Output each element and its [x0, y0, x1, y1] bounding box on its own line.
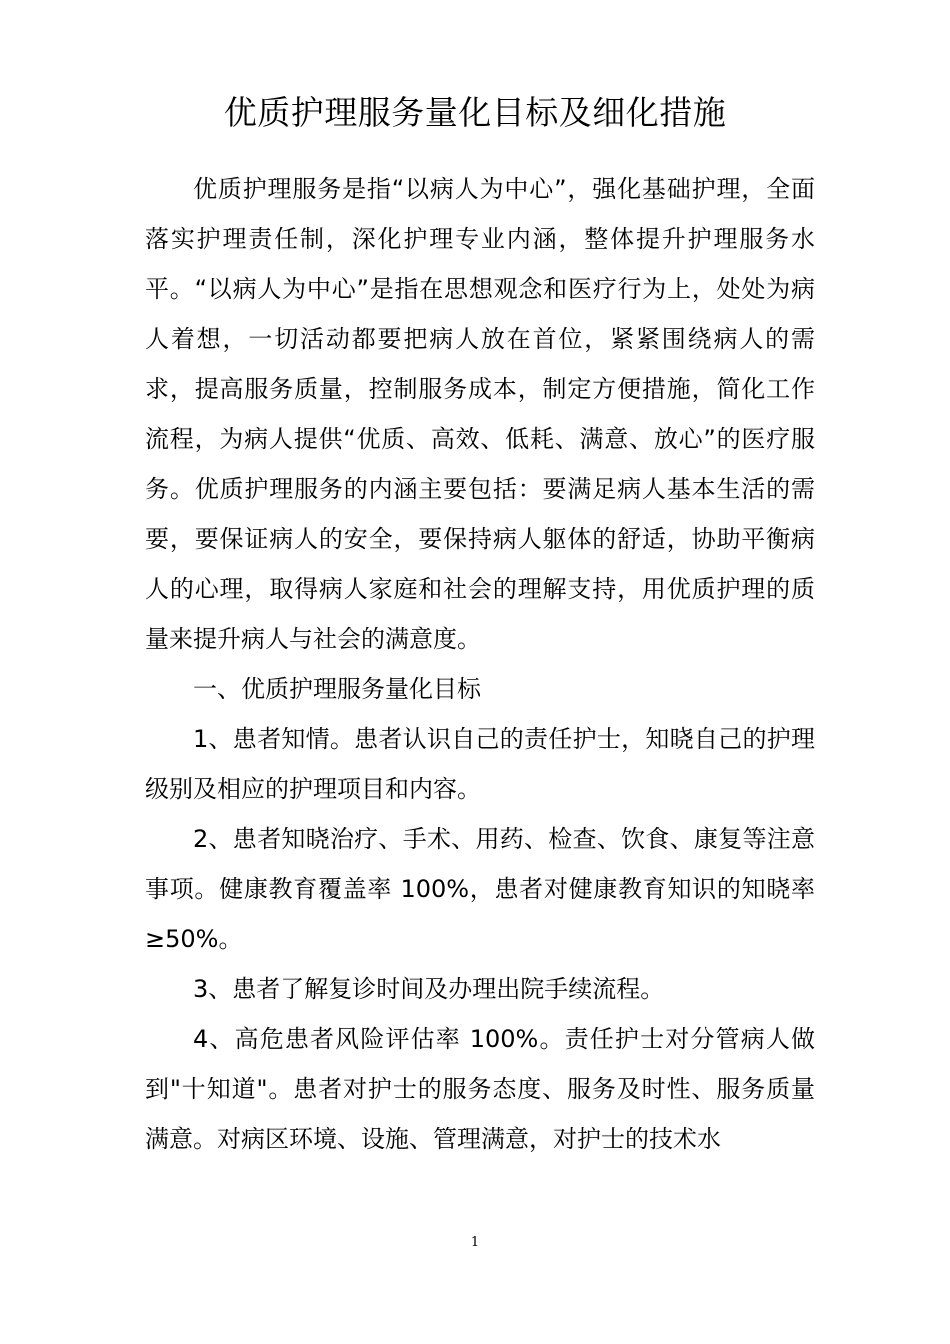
document-title: 优质护理服务量化目标及细化措施 [223, 93, 727, 132]
goal-item-3: 3、患者了解复诊时间及办理出院手续流程。 [193, 975, 665, 1003]
section-heading-quantified-goals: 一、优质护理服务量化目标 [193, 675, 481, 703]
goal-item-4: 4、高危患者风险评估率 100%。责任护士对分管病人做到"十知道"。患者对护士的服务态度、服务及时性、服务质量满意。对病区环境、设施、管理满意，对护士的技术水 [145, 1025, 815, 1153]
document-body [145, 164, 815, 1164]
intro-paragraph: 优质护理服务是指“以病人为中心”，强化基础护理，全面落实护理责任制，深化护理专业内涵，整体提升护理服务水平。“以病人为中心”是指在思想观念和医疗行为上，处处为病人着想，一切活动都要把病人放在首位，紧紧围绕病人的需求，提高服务质量，控制服务成本，制定方便措施，简化工作流程，为病人提供“优质、高效、低耗、满意、放心”的医疗服务。优质护理服务的内涵主要包括：要满足病人基本生活的需要，要保证病人的安全，要保持病人躯体的舒适，协助平衡病人的心理，取得病人家庭和社会的理解支持，用优质护理的质量来提升病人与社会的满意度。 [145, 175, 815, 653]
goal-item-1: 1、患者知情。患者认识自己的责任护士，知晓自己的护理级别及相应的护理项目和内容。 [145, 725, 815, 803]
page-number: 1 [470, 1235, 480, 1250]
goal-item-2: 2、患者知晓治疗、手术、用药、检查、饮食、康复等注意事项。健康教育覆盖率 100%，患者对健康教育知识的知晓率≥50%。 [145, 825, 815, 953]
